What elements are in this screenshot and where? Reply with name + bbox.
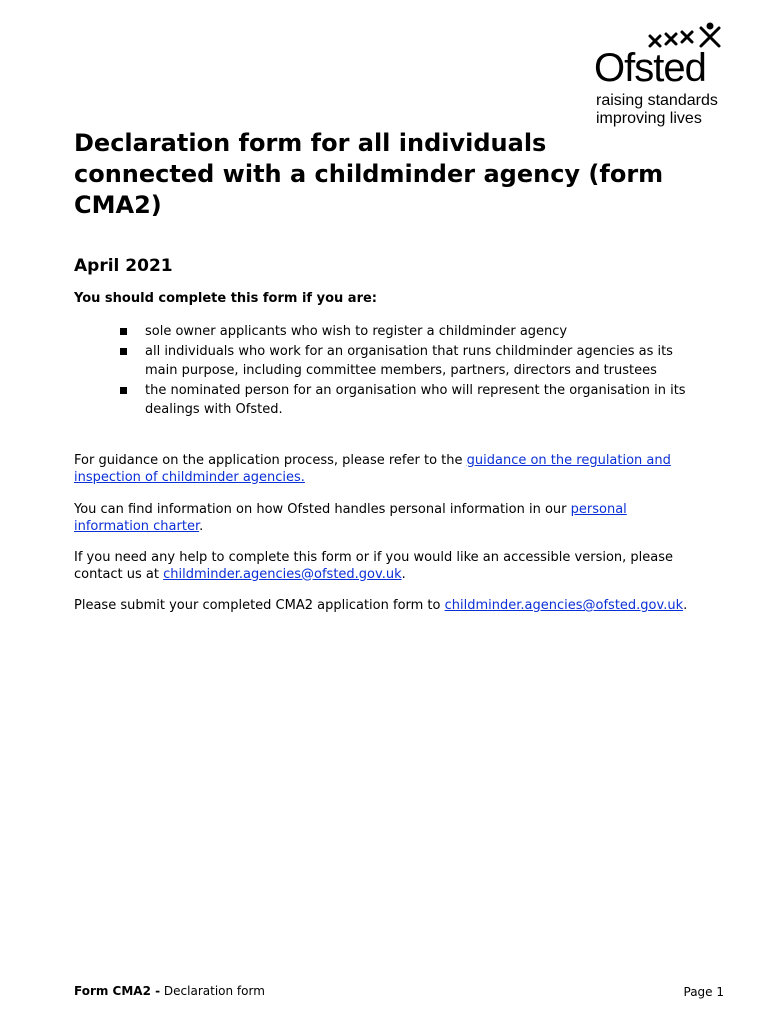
footer-form-label: Form CMA2 -: [74, 984, 161, 998]
help-email-link[interactable]: childminder.agencies@ofsted.gov.uk: [163, 566, 402, 582]
page-number: Page 1: [683, 985, 724, 999]
submit-paragraph: [74, 598, 704, 615]
list-item-text: all individuals who work for an organisation that runs childminder agencies as its main purpose, including committee members, partners, directors and trustees: [145, 343, 673, 378]
list-item-text: sole owner applicants who wish to register a childminder agency: [145, 324, 568, 339]
logo-wordmark: Ofsted: [594, 46, 706, 90]
guidance-link[interactable]: guidance on the regulation and inspection of childminder agencies.: [74, 453, 671, 485]
submit-email-link[interactable]: childminder.agencies@ofsted.gov.uk: [444, 598, 684, 613]
document-title: Declaration form for all individuals connected with a childminder agency (form CMA2): [74, 129, 664, 219]
list-item-text: the nominated person for an organisation who will represent the organisation in its dealings with Ofsted.: [145, 382, 686, 417]
bullet-square-icon: [120, 387, 127, 394]
guidance-paragraph: [74, 453, 704, 486]
help-text: If you need any help to complete this form or if you would like an accessible version, please contact us at: [74, 550, 674, 582]
privacy-paragraph: [74, 502, 704, 535]
bullet-square-icon: [120, 348, 127, 355]
ofsted-logo: [594, 22, 734, 130]
help-paragraph: [74, 550, 704, 583]
submit-text: Please submit your completed CMA2 application form to: [74, 598, 445, 613]
document-date: April 2021: [74, 256, 173, 276]
guidance-text: For guidance on the application process, please refer to the: [74, 453, 467, 468]
bullet-square-icon: [120, 328, 127, 335]
help-end: .: [401, 566, 406, 582]
logo-tagline-line1: raising standards: [596, 92, 718, 109]
submit-end: .: [683, 598, 688, 613]
personal-information-charter-link[interactable]: personal information charter: [74, 502, 627, 534]
logo-tagline-line2: improving lives: [596, 110, 702, 127]
intro-heading: You should complete this form if you are:: [74, 291, 377, 306]
list-item: [118, 322, 698, 342]
privacy-text: You can find information on how Ofsted handles personal information in our: [74, 502, 571, 517]
eligibility-list: [118, 322, 698, 420]
footer-form-name: [74, 983, 265, 999]
list-item: [118, 381, 698, 420]
privacy-end: .: [199, 518, 204, 534]
footer-form-title: Declaration form: [160, 984, 265, 998]
list-item: [118, 342, 698, 381]
